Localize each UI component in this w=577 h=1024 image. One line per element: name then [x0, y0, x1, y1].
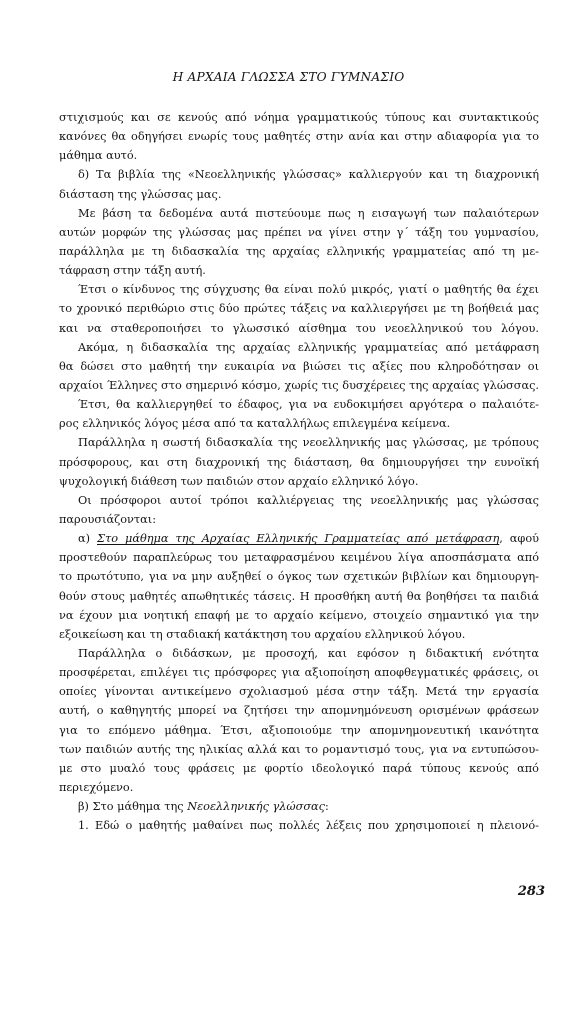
text-segment: α)	[78, 532, 97, 546]
text-line: οποίες γίνονται αντικείμενο σχολιασμού μέσα στην τάξη. Μετά την εργασία	[59, 685, 539, 699]
text-line: και να σταθεροποιήσει το γλωσσικό αίσθημα του νεοελληνικού του λόγου.	[59, 321, 539, 335]
text-line: ρος ελληνικός λόγος μέσα από τα καταλλήλως επιλεγμένα κείμενα.	[59, 417, 451, 431]
text-line: θα δώσει στο μαθητή την ευκαιρία να βιώσει τις αξίες που κληροδότησαν οι	[59, 359, 539, 373]
text-line: κανόνες θα οδηγήσει ενωρίς τους μαθητές στην ανία και στην αδιαφορία για το	[59, 130, 539, 144]
text-line: Παράλληλα ο διδάσκων, με προσοχή, και εφόσον η διδακτική ενότητα	[78, 646, 539, 660]
text-line	[59, 797, 539, 816]
text-line: αυτών μορφών της γλώσσας μας πρέπει να γίνει στην γ΄ τάξη του γυμνασίου,	[59, 225, 539, 239]
text-line: να έχουν μια νοητική επαφή με το αρχαίο κείμενο, στοιχείο σημαντικό για την	[59, 608, 539, 622]
text-line: παράλληλα με τη διδασκαλία της αρχαίας ελληνικής γραμματείας από τη με-	[59, 244, 539, 258]
text-line: αρχαίοι Έλληνες στο σημερινό κόσμο, χωρίς τις δυσχέρειες της αρχαίας γλώσσας.	[59, 378, 539, 392]
text-line: Με βάση τα δεδομένα αυτά πιστεύουμε πως η εισαγωγή των παλαιότερων	[78, 206, 539, 220]
text-line: το πρωτότυπο, για να μην αυξηθεί ο όγκος των σχετικών βιβλίων και δημιουργη-	[59, 570, 539, 584]
text-line: το χρονικό περιθώριο στις δύο πρώτες τάξεις να καλλιεργήσει με τη βοήθειά μας	[59, 302, 539, 316]
text-line: δ) Τα βιβλία της «Νεοελληνικής γλώσσας» καλλιεργούν και τη διαχρονική	[78, 168, 539, 182]
text-segment: :	[325, 800, 329, 814]
text-line: αυτή, ο καθηγητής μπορεί να ζητήσει την απομνημόνευση ορισμένων φράσεων	[59, 704, 539, 718]
text-line: εξοικείωση και τη σταδιακή κατάκτηση του αρχαίου ελληνικού λόγου.	[59, 627, 466, 641]
text-line: μάθημα αυτό.	[59, 149, 138, 163]
text-line: Παράλληλα η σωστή διδασκαλία της νεοελληνικής μας γλώσσας, με τρόπους	[78, 436, 539, 450]
text-line: προσφέρεται, επιλέγει τις πρόσφορες για αξιοποίηση αποφθεγματικές φράσεις, οι	[59, 666, 539, 680]
text-line: θούν στους μαθητές απωθητικές τάσεις. Η προσθήκη αυτή θα βοηθήσει τα παιδιά	[59, 589, 539, 603]
text-line: ψυχολογική διάθεση των παιδιών στον αρχαίο ελληνικό λόγο.	[59, 474, 419, 488]
text-line: για το επόμενο μάθημα. Έτσι, αξιοποιούμε την απομνημονευτική ικανότητα	[59, 723, 539, 737]
text-line: διάσταση της γλώσσας μας.	[59, 187, 222, 201]
running-head: Η ΑΡΧΑΙΑ ΓΛΩΣΣΑ ΣΤΟ ΓΥΜΝΑΣΙΟ	[172, 70, 405, 84]
text-line: με στο μυαλό τους φράσεις με φορτίο ιδεολογικό παρά τύπους κενούς από	[59, 761, 539, 775]
text-line: προστεθούν παραπλεύρως του μεταφρασμένου κειμένου λίγα αποσπάσματα από	[59, 551, 539, 565]
text-line	[59, 529, 539, 548]
body-text	[59, 108, 539, 835]
text-segment: , αφού	[499, 532, 539, 546]
text-line: στιχισμούς και σε κενούς από νόημα γραμματικούς τύπους και συντακτικούς	[59, 111, 539, 124]
text-line: τάφραση στην τάξη αυτή.	[59, 264, 206, 278]
text-line: Έτσι ο κίνδυνος της σύγχυσης θα είναι πολύ μικρός, γιατί ο μαθητής θα έχει	[78, 283, 539, 297]
text-line: Οι πρόσφοροι αυτοί τρόποι καλλιέργειας της νεοελληνικής μας γλώσσας	[78, 493, 539, 507]
text-segment: β) Στο μάθημα της	[78, 800, 188, 814]
text-line: 1. Εδώ ο μαθητής μαθαίνει πως πολλές λέξεις που χρησιμοποιεί η πλειονό-	[78, 819, 539, 833]
text-line: Ακόμα, η διδασκαλία της αρχαίας ελληνικής γραμματείας από μετάφραση	[78, 340, 539, 354]
text-line: περιεχόμενο.	[59, 780, 134, 794]
text-segment: Στο μάθημα της Αρχαίας Ελληνικής Γραμματείας από μετάφραση	[97, 532, 500, 546]
text-segment: Νεοελληνικής γλώσσας	[187, 800, 325, 814]
text-line: πρόσφορους, και στη διαχρονική της διάσταση, θα δημιουργήσει την ευνοϊκή	[59, 455, 539, 469]
text-line: των παιδιών αυτής της ηλικίας αλλά και το ρομαντισμό τους, για να εντυπώσου-	[59, 742, 539, 756]
text-line: παρουσιάζονται:	[59, 512, 157, 526]
text-line: Έτσι, θα καλλιεργηθεί το έδαφος, για να ευδοκιμήσει αργότερα ο παλαιότε-	[78, 398, 539, 412]
page-number: 283	[517, 884, 545, 899]
